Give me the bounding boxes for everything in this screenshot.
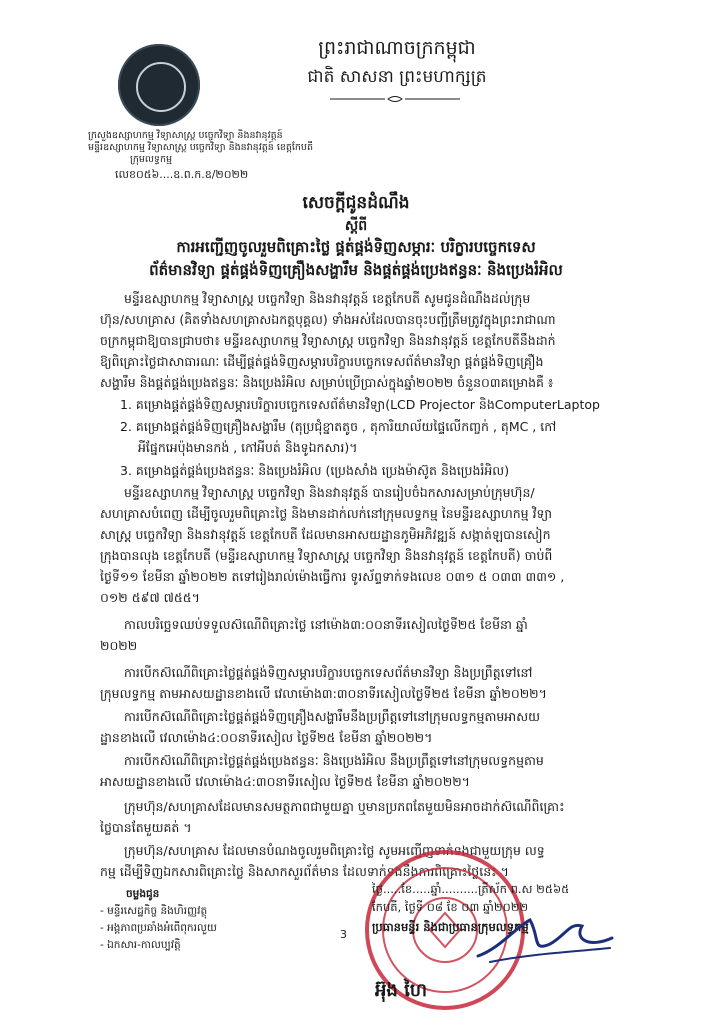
text-line: ក្រុមហ៊ុន/សហគ្រាស ដែលមានបំណងចូលរួមពិគ្រោះថ្លៃ សូមអញ្ជើញទាក់ទងជាមួយក្រុម លទ្ធ [124, 843, 545, 858]
item-text: គម្រោងផ្គត់ផ្គង់ប្រេងឥន្ធនៈ និងប្រេងរំអិល (ប្រេងសាំង ប្រេងម៉ាស៊ូត និងប្រេងរំអិល) [135, 463, 510, 478]
deadline-paragraph [100, 614, 660, 656]
ministry-emblem-icon [118, 44, 200, 126]
document-title: សេចក្តីជូនដំណឹង [302, 193, 410, 213]
text-line: ក្រុមហ៊ុន/សហគ្រាសដែលមានសមត្ថភាពជាមួយគ្នា ឬមានប្រភពតែមួយមិនអាចដាក់ស៊ណើពិគ្រោះ [124, 799, 565, 814]
documents-paragraph [100, 482, 660, 608]
opening-furniture-paragraph [100, 706, 660, 748]
kingdom-motto: ជាតិ សាសនា ព្រះមហាក្សត្រ [307, 67, 487, 87]
text-line: ការបើកស៊ណើពិគ្រោះថ្លៃផ្គត់ផ្គង់ទិញគ្រឿងសង្ហារឹមនឹងប្រព្រឹត្តទៅនៅក្រុមលទ្ធកម្មតាមអាសយ [124, 709, 541, 724]
project-item [120, 416, 670, 458]
item-text: គម្រោងផ្គត់ផ្គង់ទិញគ្រឿងសង្ហារឹម (តុប្រជុំខ្នាតតូច , តុការិយាល័យផ្ទៃលើកញ្ចក់ , តុMC , កៅ [135, 419, 557, 434]
text-line: ការបើកស៊ណើពិគ្រោះថ្លៃផ្គត់ផ្គង់ទិញសម្ភារបរិក្ខារបច្ចេកទេសព័ត៌មានវិទ្យា និងប្រព្រឹត្តទៅនៅ [124, 665, 533, 680]
page-mark: 3 [340, 928, 347, 941]
date-line: កែបតី, ថ្ងៃទី ០៨ ខែ ០៣ ឆ្នាំ២០២២ [372, 900, 529, 914]
lunar-date-line: ថ្ងៃ.....ខែ.....ឆ្នាំ..........ត្រីស័ក ព.ស ២៥៦៥ [372, 882, 570, 896]
about-label: ស្តីពី [344, 218, 368, 234]
item-number: 1. [120, 397, 132, 412]
text-line: ដ្ឋានខាងលើ វេលាម៉ោង៤:០០នាទីរសៀល ថ្ងៃទី២៥ ខែមីនា ឆ្នាំ២០២២។ [100, 730, 433, 745]
cc-recipient: - មន្ទីរសេដ្ឋកិច្ច និងហិរញ្ញវត្ថុ [100, 905, 208, 917]
cc-block [100, 886, 217, 954]
text-line: ថ្លៃបានតែមួយគត់ ។ [100, 820, 192, 835]
item-text: អីផ្នែកអេប៉ុងមានកង់ , កៅអីបត់ និងទូឯកសារ)។ [138, 440, 358, 455]
ministry-line: ក្រសួងឧស្សាហកម្ម វិទ្យាសាស្ត្រ បច្ចេកវិទ្យា និងនវានុវត្តន៍ [88, 130, 283, 141]
reference-number: លេខ០៥៦....ឧ.ព.ក.ឧ/២០២២ [115, 168, 249, 181]
item-number: 2. [120, 419, 132, 434]
department-line: មន្ទីរឧស្សាហកម្ម វិទ្យាសាស្ត្រ បច្ចេកវិទ្យា និងនវានុវត្តន៍ ខេត្តកែបតី [88, 142, 313, 153]
text-line: អាសយដ្ឋានខាងលើ វេលាម៉ោង៤:៣០នាទីរសៀល ថ្ងៃទី២៥ ខែមីនា ឆ្នាំ២០២២។ [100, 774, 470, 789]
cc-heading: ចម្លងជូន [126, 888, 160, 900]
text-line: ក្រុងបានលុង ខេត្តកែបតី (មន្ទីរឧស្សាហកម្ម វិទ្យាសាស្ត្រ បច្ចេកវិទ្យា និងនវានុវត្តន៍ ខេត្តកែបតី) ចាប់ពី [100, 548, 553, 563]
text-line: ០១២ ៥៩៧ ៧៥៥។ [100, 590, 200, 605]
text-line: កម្ម ដើម្បីទិញឯកសារពិគ្រោះថ្លៃ និងសាកសួរព័ត៌មាន ដែលទាក់ទងនឹងការពិគ្រោះថ្លៃនេះ ។ [100, 864, 509, 879]
text-line: សហគ្រាសបំពេញ ដើម្បីចូលរួមពិគ្រោះថ្លៃ និងមានដាក់លក់នៅក្រុមលទ្ធកម្ម នៃមន្ទីរឧស្សាហកម្ម វិទ្យា [100, 506, 552, 521]
text-line: ហ៊ុន/សហគ្រាស (គិតទាំងសហគ្រាសឯកត្តបុគ្គល) ទាំងអស់ដែលបានចុះបញ្ជីត្រឹមត្រូវក្នុងព្រះរាជាណា [100, 312, 556, 327]
cc-recipient: - អង្គភាពប្រឆាំងអំពើពុករលួយ [100, 922, 217, 934]
opening-fuel-paragraph [100, 750, 660, 792]
text-line: កាលបរិច្ឆេទឈប់ទទួលស៊ណើពិគ្រោះថ្លៃ នៅម៉ោង៣:០០នាទីរសៀលថ្ងៃទី២៥ ខែមីនា ឆ្នាំ [124, 617, 528, 632]
signature-icon [470, 908, 620, 968]
signer-title: ប្រធានមន្ទីរ និងជាប្រធានក្រុមលទ្ធកម្ម [372, 920, 529, 934]
text-line: ២០២២ [100, 638, 138, 653]
opening-it-paragraph [100, 662, 660, 704]
item-number: 3. [120, 463, 132, 478]
subject-line: ព័ត៌មានវិទ្យា ផ្គត់ផ្គង់ទិញគ្រឿងសង្ហារឹម និងផ្គត់ផ្គង់ប្រេងឥន្ធនៈ និងប្រេងរំអិល [149, 261, 563, 279]
text-line: ក្រុមលទ្ធកម្ម តាមអាសយដ្ឋានខាងលើ វេលាម៉ោង៣:៣០នាទីរសៀលថ្ងៃទី២៥ ខែមីនា ឆ្នាំ២០២២។ [100, 686, 547, 701]
text-line: សង្ហារឹម និងផ្គត់ផ្គង់ប្រេងឥន្ធនៈ និងប្រេងរំអិល សម្រាប់ប្រើប្រាស់ក្នុងឆ្នាំ២០២២ ចំនួន០៣គម្រោងគឺ ៖ [100, 375, 554, 390]
text-line: ការបើកស៊ណើពិគ្រោះថ្លៃផ្គត់ផ្គង់ប្រេងឥន្ធនៈ និងប្រេងរំអិល នឹងប្រព្រឹត្តទៅនៅក្រុមលទ្ធកម្មតាម [124, 753, 544, 768]
subject-line: ការអញ្ជើញចូលរួមពិគ្រោះថ្លៃ ផ្គត់ផ្គង់ទិញសម្ភារៈ បរិក្ខារបច្ចេកទេស [176, 238, 536, 256]
text-line: មន្ទីរឧស្សាហកម្ម វិទ្យាសាស្ត្រ បច្ចេកវិទ្យា និងនវានុវត្តន៍ បានរៀបចំឯកសារសម្រាប់ក្រុមហ៊ុន/ [124, 485, 535, 500]
motto-ornament-icon [330, 94, 460, 104]
signer-name: អ៊ុង ហៃ [375, 980, 427, 1001]
text-line: មន្ទីរឧស្សាហកម្ម វិទ្យាសាស្ត្រ បច្ចេកវិទ្យា និងនវានុវត្តន៍ ខេត្តកែបតី សូមជូនដំណឹងដល់ក្រុម [124, 291, 531, 306]
kingdom-title: ព្រះរាជាណាចក្រកម្ពុជា [318, 37, 476, 59]
text-line: ថ្ងៃទី១១ ខែមីនា ឆ្នាំ២០២២ តទៅរៀងរាល់ម៉ោងធ្វើការ ទូរស័ព្ទទាក់ទងលេខ ០៣១ ៥ ០៣៣ ៣៣១ , [100, 569, 565, 584]
text-line: សាស្ត្រ បច្ចេកវិទ្យា និងនវានុវត្តន៍ ខេត្តកែបតី ដែលមានអាសយដ្ឋានភូមិអភិវឌ្ឍន៍ សង្កាត់ឡបានសៀក [100, 527, 551, 542]
cc-recipient: - ឯកសារ-កាលប្បវត្តិ [100, 939, 181, 951]
project-item [120, 394, 670, 415]
project-item [120, 460, 670, 481]
single-bid-paragraph [100, 796, 660, 838]
procurement-unit-line: ក្រុមលទ្ធកម្ម [130, 154, 173, 165]
text-line: ឱ្យពិគ្រោះថ្លៃជាសាធារណៈ ដើម្បីផ្គត់ផ្គង់ទិញសម្ភារបរិក្ខារបច្ចេកទេសព័ត៌មានវិទ្យា ផ្គត់ផ្គង់ទិញគ្រឿង [100, 354, 544, 369]
text-line: ចក្រកម្ពុជាឱ្យបានជ្រាបថា៖ មន្ទីរឧស្សាហកម្ម វិទ្យាសាស្ត្រ បច្ចេកវិទ្យា និងនវានុវត្តន៍ ខេត្តកែបតីនឹងដាក់ [100, 333, 556, 348]
intro-paragraph [100, 288, 660, 393]
item-text: គម្រោងផ្គត់ផ្គង់ទិញសម្ភារបរិក្ខារបច្ចេកទេសព័ត៌មានវិទ្យា(LCD Projector និងComputerLaptop [135, 397, 600, 412]
